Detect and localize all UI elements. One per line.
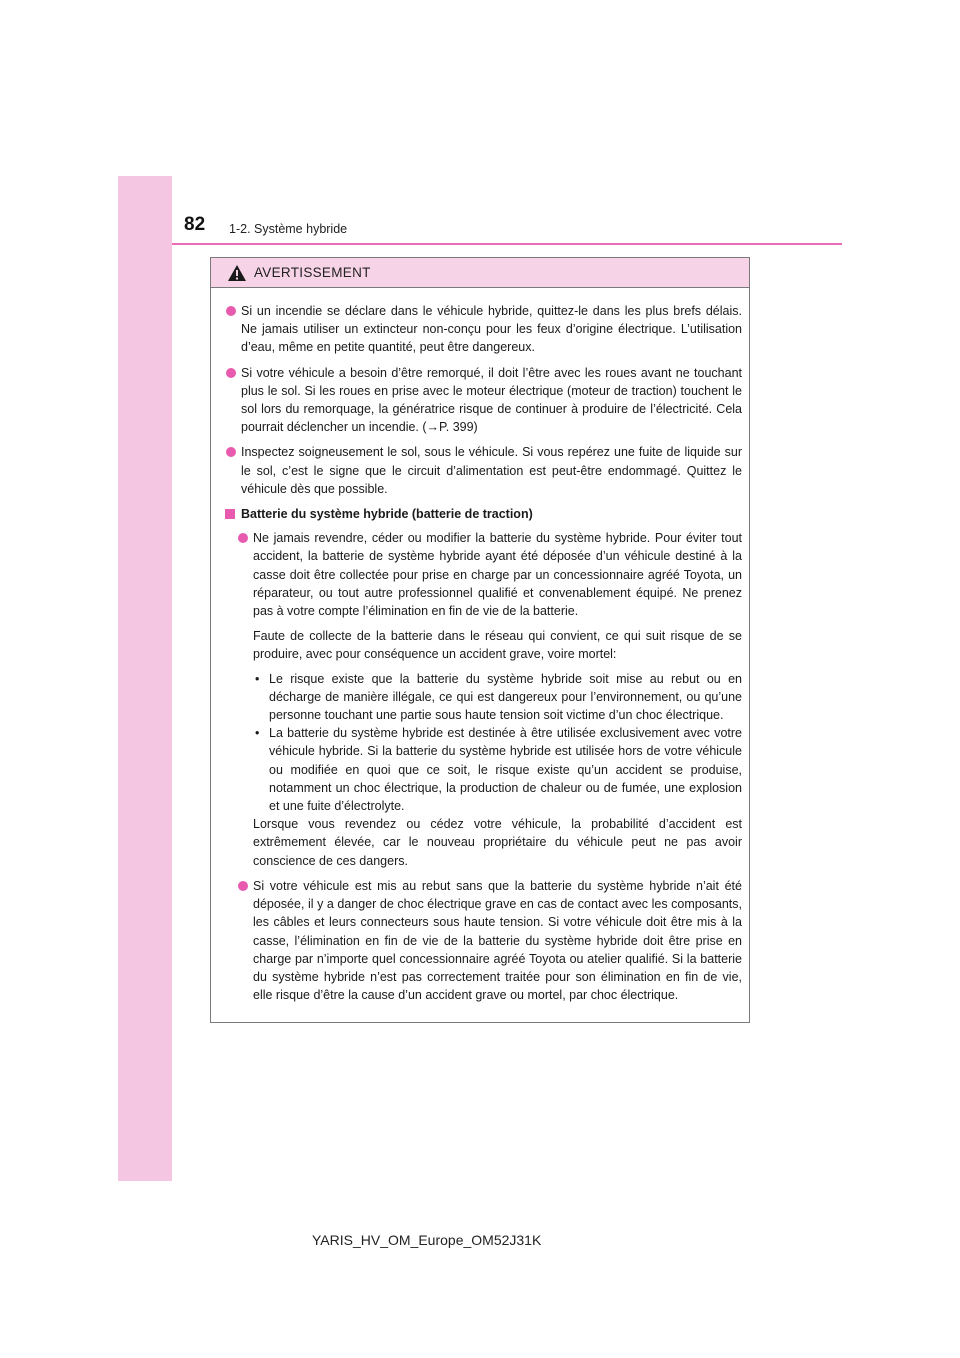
battery-item-resale: Ne jamais revendre, céder ou modifier la batterie du système hybride. Pour éviter tout accident, la batterie de système hybride ayant été déposée d’un véhicule destiné à la casse doit être collectée pour prise en charge par un concessionnaire agréé Toyota, un réparateur, ou tout autre professionnel qualifié et convenablement équipé. Ne prenez pas à votre compte l’élimination en fin de vie de la batterie. <box>237 529 742 620</box>
warning-box <box>210 257 750 1023</box>
warning-triangle-icon <box>227 264 247 282</box>
warning-header <box>211 258 749 288</box>
document-id: YARIS_HV_OM_Europe_OM52J31K <box>312 1232 542 1248</box>
battery-resale-paragraph: Lorsque vous revendez ou cédez votre véhicule, la probabilité d’accident est extrêmement élevée, car le nouveau propriétaire du véhicule peut ne pas avoir conscience de ces dangers. <box>253 817 742 868</box>
warning-content <box>211 288 749 1004</box>
battery-risk-list <box>253 670 742 816</box>
header-rule <box>172 243 842 245</box>
battery-section <box>225 529 742 1004</box>
battery-collection-paragraph: Faute de collecte de la batterie dans le réseau qui convient, ce qui suit risque de se produire, avec pour conséquence un accident grave, voire mortel: <box>253 629 742 662</box>
battery-section-heading: Batterie du système hybride (batterie de traction) <box>225 505 742 523</box>
battery-item-scrapping: Si votre véhicule est mis au rebut sans que la batterie du système hybride n’ait été déposée, il y a danger de choc électrique grave en cas de contact avec les composants, les câbles et leurs connecteurs sous haute tension. Si votre véhicule doit être mis à la casse, l’élimination en fin de vie de la batterie du système hybride doit être prise en charge par n’importe quel concessionnaire agréé Toyota ou atelier qualifié. Si la batterie du système hybride n’est pas correctement traitée pour son élimination en fin de vie, elle risque d’être la cause d’un accident grave ou mortel, par choc électrique. <box>237 877 742 1004</box>
section-title: 1-2. Système hybride <box>229 222 348 236</box>
chapter-side-tab <box>118 176 172 1181</box>
warning-item-towing: Si votre véhicule a besoin d’être remorqué, il doit l’être avec les roues avant ne touchant plus le sol. Si les roues en prise avec le moteur électrique (moteur de traction) touchent le sol lors du remorquage, la génératrice risque de continuer à produire de l’électricité. Cela pourrait déclencher un incendie. (→P. 399) <box>225 364 742 437</box>
warning-title: AVERTISSEMENT <box>254 265 371 280</box>
warning-item-leak: Inspectez soigneusement le sol, sous le véhicule. Si vous repérez une fuite de liquide sur le sol, c’est le signe que le circuit d’alimentation est peut-être endommagé. Quittez le véhicule dès que possible. <box>225 443 742 498</box>
list-item: • Le risque existe que la batterie du système hybride soit mise au rebut ou en décharge de manière illégale, ce qui est dangereux pour l’environnement, ou qu’une personne touchant une partie sous haute tension soit victime d’un choc électrique. <box>253 670 742 725</box>
list-item: • La batterie du système hybride est destinée à être utilisée exclusivement avec votre véhicule hybride. Si la batterie du système hybride est utilisée hors de votre véhicule ou modifiée en quoi que ce soit, le risque existe qu’un accident se produise, notamment un choc électrique, la production de chaleur ou de fumée, une explosion et une fuite d’électrolyte. <box>253 724 742 815</box>
page-number: 82 <box>184 214 206 235</box>
warning-item-fire: Si un incendie se déclare dans le véhicule hybride, quittez-le dans les plus brefs délais. Ne jamais utiliser un extincteur non-conçu pour les feux d’origine électrique. L’utilisation d’eau, même en petite quantité, peut être dangereux. <box>225 302 742 357</box>
